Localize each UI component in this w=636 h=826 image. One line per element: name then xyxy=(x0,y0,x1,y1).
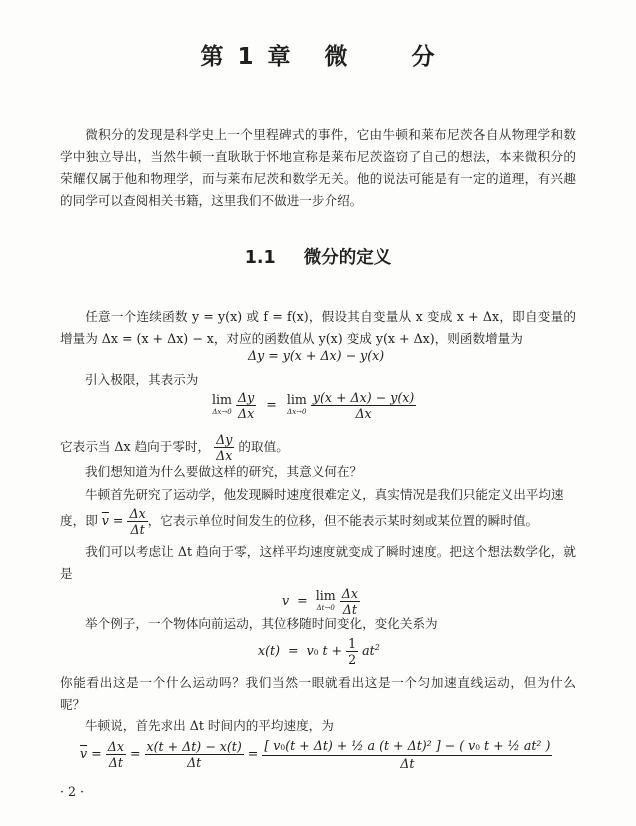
chapter-word2: 分 xyxy=(411,44,436,70)
lim-subscript: Δt→0 xyxy=(316,603,335,612)
equation-velocity-limit: v = lim Δt→0 $\frac{\Delta x}{\Delta t}$ xyxy=(282,586,358,617)
intro-paragraph: 微积分的发现是科学史上一个里程碑式的事件，它由牛顿和莱布尼茨各自从物理学和数学中独立导出，当然牛顿一直耿耿于怀地宣称是莱布尼茨盗窃了自己的想法，本来微积分的荣耀仅属于他和物理学，而与莱布尼茨和数学无关。他的说法可能是有一定的道理，有兴趣的同学可以查阅相关书籍，这里我们不做进一步介绍。 xyxy=(60,127,576,208)
chapter-number: 1 xyxy=(237,44,255,70)
paragraph-example: 举个例子，一个物体向前运动，其位移随时间变化，变化关系为 xyxy=(85,616,438,631)
equation-displacement: x(t) = v0 t + $\frac{1}{2}$ $at^2$ xyxy=(258,636,380,667)
paragraph-limit-intro: 引入极限，其表示为 xyxy=(85,372,199,387)
section-name: 微分的定义 xyxy=(303,248,392,268)
paragraph-newton-1: 牛顿首先研究了运动学，他发现瞬时速度很难定义，真实情况是我们只能定义出平均速 xyxy=(85,487,564,502)
lim-label: lim xyxy=(315,587,336,603)
paragraph-newton-2: 度，即 $\overline{v}$ = $\frac{\Delta x}{\Delta t}$ ，它表示单位时间发生的位移，但不能表示某时刻或某位置的瞬时值。 xyxy=(60,506,539,537)
paragraph-question: 我们想知道为什么要做这样的研究，其意义何在？ xyxy=(85,464,363,479)
paragraph-motion-question: 你能看出这是一个什么运动吗？我们当然一眼就看出这是一个匀加速直线运动，但为什么呢？ xyxy=(60,675,576,712)
chapter-title xyxy=(0,38,636,71)
lim-subscript: Δx→0 xyxy=(287,407,307,416)
equation-average-velocity: $\overline{v}$ = $\frac{\Delta x}{\Delta t}$ = $\frac{x(t + \Delta t) - x(t)}{\Delta t}$ = $\frac{\text{[ v0(t + Δt) + ½ a (t + Δt)² ] − ( v0 t + ½ at² )}}{\Delta t}$ xyxy=(80,738,551,771)
section-title xyxy=(0,244,636,269)
section-number: 1.1 xyxy=(244,248,276,268)
text-part: 它表示当 Δx 趋向于零时， xyxy=(60,439,211,454)
paragraph-instantaneous: 我们可以考虑让 Δt 趋向于零，这样平均速度就变成了瞬时速度。把这个想法数学化，就是 xyxy=(60,544,576,581)
text-part: 度，即 xyxy=(60,513,98,528)
chapter-word1: 微 xyxy=(324,44,349,70)
equation-delta-y: Δy = y(x + Δx) − y(x) xyxy=(248,348,385,363)
chapter-mid: 章 xyxy=(267,44,292,70)
text-part: 的取值。 xyxy=(238,439,289,454)
equation-limit: lim Δx→0 $\frac{\Delta y}{\Delta x}$ = lim Δx→0 $\frac{y(x + \Delta x) - y(x)}{\Delta x}$ xyxy=(212,390,415,421)
lim-label: lim xyxy=(212,391,232,407)
lim-subscript: Δx→0 xyxy=(212,407,232,416)
paragraph-limit-meaning: 它表示当 Δx 趋向于零时， $\frac{\Delta y}{\Delta x}$ 的取值。 xyxy=(60,432,289,463)
paragraph-increment: 任意一个连续函数 y = y(x) 或 f = f(x)，假设其自变量从 x 变成 x + Δx，即自变量的增量为 Δx = (x + Δx) − x，对应的函数值从 y(x) 变成 y(x + Δx)，则函数增量为 xyxy=(60,309,576,346)
lim-label: lim xyxy=(286,391,307,407)
page-number: · 2 · xyxy=(60,784,85,799)
text-part: ，它表示单位时间发生的位移，但不能表示某时刻或某位置的瞬时值。 xyxy=(147,513,539,528)
chapter-prefix: 第 xyxy=(200,44,225,70)
paragraph-average-velocity: 牛顿说，首先求出 Δt 时间内的平均速度，为 xyxy=(85,718,334,733)
